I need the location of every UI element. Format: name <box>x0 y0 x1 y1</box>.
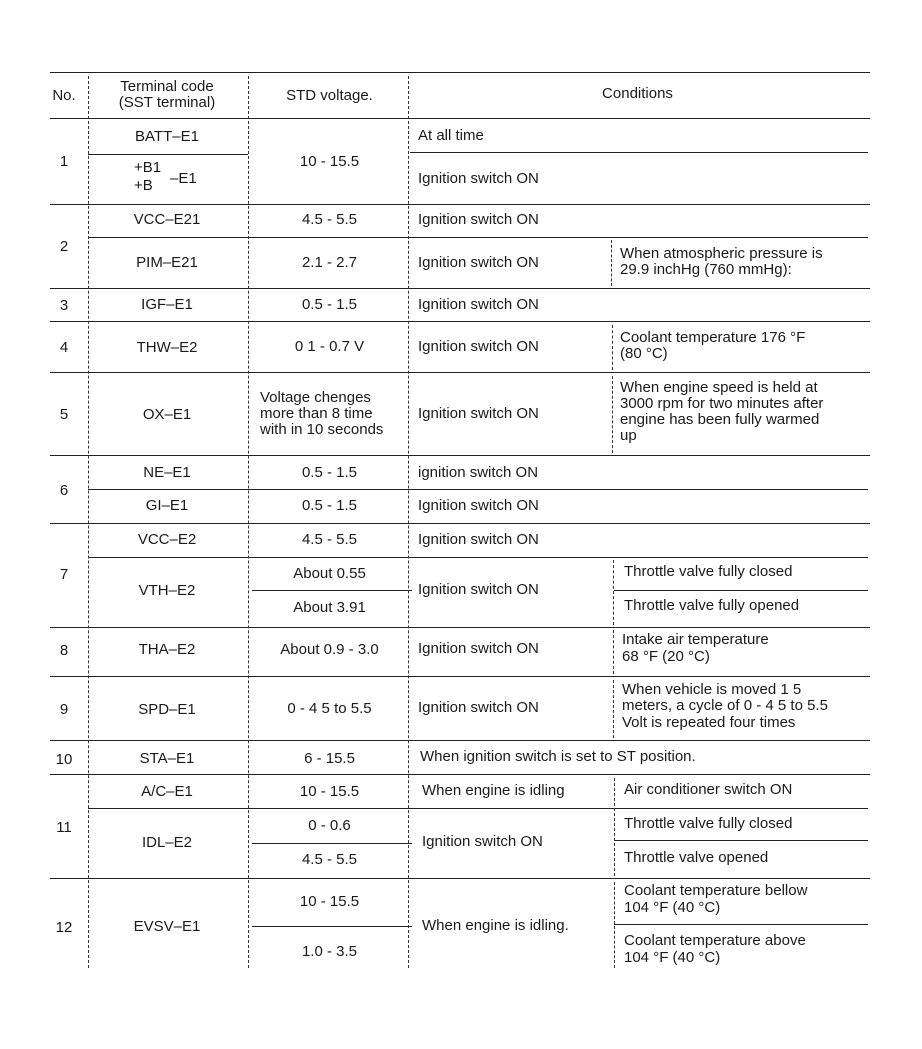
header-std-voltage: STD voltage. <box>286 87 373 104</box>
row5-voltage-line3: with in 10 seconds <box>260 421 384 438</box>
row5-terminal: OX–E1 <box>142 406 192 423</box>
row12-note2-line1: Coolant temperature above <box>624 932 806 949</box>
row4-terminal: THW–E2 <box>136 339 198 356</box>
row5-no: 5 <box>59 406 69 423</box>
row10-voltage: 6 - 15.5 <box>304 750 355 767</box>
row4-note-line2: (80 °C) <box>620 345 668 362</box>
row8-cond: Ignition switch ON <box>418 640 539 657</box>
row11-voltage-split <box>252 843 412 844</box>
row12-note1-line2: 104 °F (40 °C) <box>624 899 721 916</box>
row7-voltage-b1: About 0.55 <box>293 565 366 582</box>
row8-terminal: THA–E2 <box>138 641 196 658</box>
row2-terminal-a: VCC–E21 <box>133 211 201 228</box>
row7-note-b2: Throttle valve fully opened <box>624 597 800 614</box>
header-conditions: Conditions <box>602 85 673 102</box>
row9-terminal: SPD–E1 <box>138 701 196 718</box>
row1-terminal-b: +B <box>134 177 153 194</box>
header-sst-terminal: (SST terminal) <box>118 94 216 111</box>
row9-voltage: 0 - 4 5 to 5.5 <box>287 700 372 717</box>
row1-split-left <box>88 154 248 155</box>
row12-terminal: EVSV–E1 <box>133 918 201 935</box>
row12-note1-line1: Coolant temperature bellow <box>624 882 808 899</box>
col-divider-no <box>88 76 89 968</box>
header-no: No. <box>52 87 76 104</box>
row8-note-line1: Intake air temperature <box>622 631 769 648</box>
header-bottom-rule <box>50 118 870 119</box>
row3-voltage: 0.5 - 1.5 <box>301 296 358 313</box>
row9-note-divider <box>613 680 614 738</box>
row2-no: 2 <box>59 238 69 255</box>
row11-no: 11 <box>56 819 72 836</box>
row5-note-line1: When engine speed is held at <box>620 379 818 396</box>
row10-no: 10 <box>55 751 73 768</box>
row9-no: 9 <box>59 701 69 718</box>
row2-split <box>88 237 868 238</box>
row9-note-line3: Volt is repeated four times <box>622 714 796 731</box>
row11-note-a: Air conditioner switch ON <box>624 781 793 798</box>
row11-voltage-b1: 0 - 0.6 <box>308 817 351 834</box>
col-divider-terminal <box>248 76 249 968</box>
row1-terminal-b1: +B1 <box>134 159 162 176</box>
row8-note-line2: 68 °F (20 °C) <box>622 648 710 665</box>
row5-note-line2: 3000 rpm for two minutes after <box>620 395 824 412</box>
row3-bottom-rule <box>50 321 870 322</box>
row9-note-line1: When vehicle is moved 1 5 <box>622 681 802 698</box>
row11-voltage-a: 10 - 15.5 <box>299 783 360 800</box>
row7-note-split <box>614 590 868 591</box>
row1-bottom-rule <box>50 204 870 205</box>
row7-split <box>88 557 868 558</box>
row2-voltage-a: 4.5 - 5.5 <box>301 211 358 228</box>
row1-split-right <box>410 152 868 153</box>
row7-voltage-b2: About 3.91 <box>293 599 366 616</box>
row10-bottom-rule <box>50 774 870 775</box>
row5-bottom-rule <box>50 455 870 456</box>
row7-voltage-split <box>252 590 412 591</box>
row7-cond-b: Ignition switch ON <box>418 581 539 598</box>
row4-cond: Ignition switch ON <box>418 338 539 355</box>
row6-terminal-a: NE–E1 <box>143 464 191 481</box>
row12-no: 12 <box>55 919 73 936</box>
row6-bottom-rule <box>50 523 870 524</box>
row10-terminal: STA–E1 <box>139 750 195 767</box>
row8-bottom-rule <box>50 676 870 677</box>
row12-cond: When engine is idling. <box>422 917 569 934</box>
row11-note-b1: Throttle valve fully closed <box>624 815 793 832</box>
row8-voltage: About 0.9 - 3.0 <box>280 641 379 658</box>
row6-cond-a: ignition switch ON <box>418 464 539 481</box>
row5-note-line3: engine has been fully warmed <box>620 411 820 428</box>
row2-cond-b: Ignition switch ON <box>418 254 539 271</box>
row7-terminal-a: VCC–E2 <box>137 531 197 548</box>
row1-no: 1 <box>59 153 69 170</box>
row5-note-divider <box>612 376 613 453</box>
row12-voltage-2: 1.0 - 3.5 <box>301 943 358 960</box>
row11-note-split <box>614 840 868 841</box>
row6-cond-b: Ignition switch ON <box>418 497 539 514</box>
row4-note-divider <box>612 325 613 370</box>
row12-voltage-split <box>252 926 412 927</box>
row3-terminal: IGF–E1 <box>141 296 193 313</box>
row4-bottom-rule <box>50 372 870 373</box>
row11-note-divider <box>614 778 615 876</box>
row1-cond-b: Ignition switch ON <box>418 170 539 187</box>
row1-voltage: 10 - 15.5 <box>299 153 360 170</box>
row12-note-divider <box>614 882 615 968</box>
row12-note-split <box>614 924 868 925</box>
row9-bottom-rule <box>50 740 870 741</box>
row4-no: 4 <box>59 339 69 356</box>
row4-note-line1: Coolant temperature 176 °F <box>620 329 806 346</box>
row2-note-line1: When atmospheric pressure is <box>620 245 823 262</box>
row6-voltage-a: 0.5 - 1.5 <box>301 464 358 481</box>
row1-terminal-suffix: –E1 <box>170 170 197 187</box>
row2-terminal-b: PIM–E21 <box>136 254 198 271</box>
header-top-rule <box>50 72 870 73</box>
header-terminal-code: Terminal code <box>120 78 214 95</box>
row2-note-divider <box>611 240 612 286</box>
row11-terminal-a: A/C–E1 <box>141 783 193 800</box>
row7-voltage-a: 4.5 - 5.5 <box>301 531 358 548</box>
row11-cond-b: Ignition switch ON <box>422 833 543 850</box>
row5-voltage-line1: Voltage chenges <box>260 389 371 406</box>
row4-voltage: 0 1 - 0.7 V <box>294 338 365 355</box>
row11-cond-a: When engine is idling <box>422 782 565 799</box>
row2-cond-a: Ignition switch ON <box>418 211 539 228</box>
row6-voltage-b: 0.5 - 1.5 <box>301 497 358 514</box>
row11-terminal-b: IDL–E2 <box>141 834 193 851</box>
row10-cond: When ignition switch is set to ST position. <box>420 748 696 765</box>
row7-cond-a: Ignition switch ON <box>418 531 539 548</box>
row5-note-line4: up <box>620 427 637 444</box>
row2-voltage-b: 2.1 - 2.7 <box>301 254 358 271</box>
row11-bottom-rule <box>50 878 870 879</box>
row2-note-line2: 29.9 inchHg (760 mmHg): <box>620 261 792 278</box>
row9-note-line2: meters, a cycle of 0 - 4 5 to 5.5 <box>622 697 828 714</box>
row7-note-b1: Throttle valve fully closed <box>624 563 793 580</box>
row2-bottom-rule <box>50 288 870 289</box>
row6-terminal-b: GI–E1 <box>145 497 189 514</box>
row1-cond-a: At all time <box>418 127 484 144</box>
col-divider-voltage <box>408 76 409 968</box>
row3-no: 3 <box>59 297 69 314</box>
row9-cond: Ignition switch ON <box>418 699 539 716</box>
row7-note-divider <box>613 560 614 625</box>
row6-split <box>88 489 868 490</box>
row11-split <box>88 808 868 809</box>
row11-note-b2: Throttle valve opened <box>624 849 769 866</box>
row7-terminal-b: VTH–E2 <box>138 582 196 599</box>
row5-voltage-line2: more than 8 time <box>260 405 373 422</box>
row11-voltage-b2: 4.5 - 5.5 <box>301 851 358 868</box>
row7-no: 7 <box>59 566 69 583</box>
row3-cond: Ignition switch ON <box>418 296 539 313</box>
row1-terminal-batt: BATT–E1 <box>135 128 199 145</box>
row6-no: 6 <box>59 482 69 499</box>
row12-voltage-1: 10 - 15.5 <box>299 893 360 910</box>
row5-cond: Ignition switch ON <box>418 405 539 422</box>
row8-no: 8 <box>59 642 69 659</box>
row7-bottom-rule <box>50 627 870 628</box>
row8-note-divider <box>613 630 614 674</box>
row12-note2-line2: 104 °F (40 °C) <box>624 949 721 966</box>
